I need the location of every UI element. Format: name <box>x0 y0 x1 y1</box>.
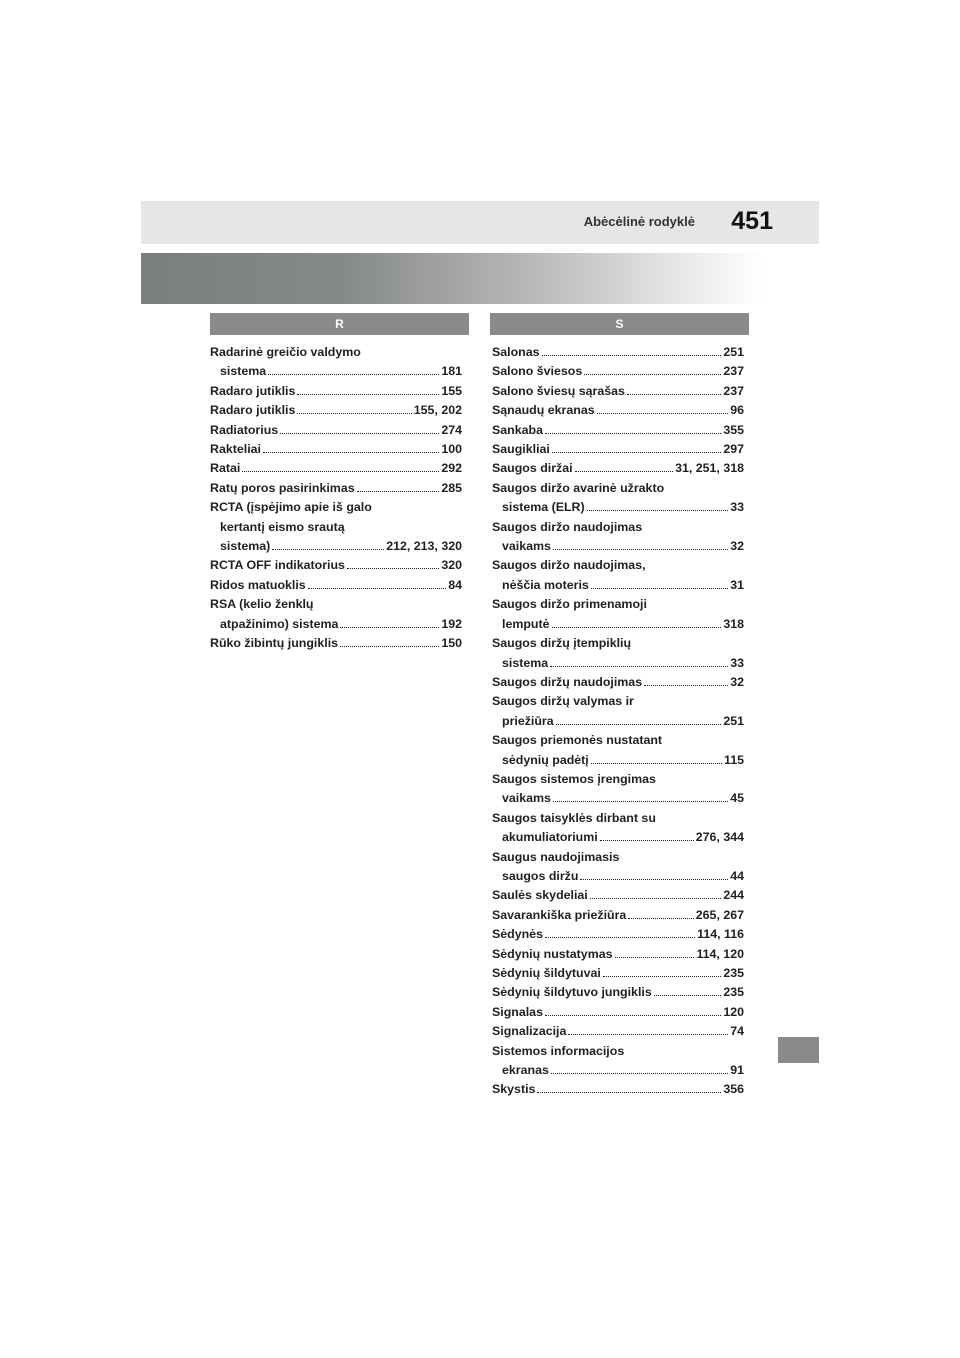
page-reference: 237 <box>723 383 744 398</box>
index-term: lemputė <box>502 616 550 631</box>
dot-leader <box>553 801 728 802</box>
dot-leader <box>603 976 722 977</box>
index-entry <box>492 518 744 557</box>
dot-leader <box>340 627 439 628</box>
index-term: Savarankiška priežiūra <box>492 907 627 922</box>
index-term: Saugos diržo naudojimas, <box>492 558 646 573</box>
index-term: Saugikliai <box>492 442 550 457</box>
index-term: Ridos matuoklis <box>210 577 306 592</box>
dot-leader <box>575 471 674 472</box>
index-entry <box>492 692 744 731</box>
index-term: kertantį eismo srautą <box>220 519 345 534</box>
index-entry <box>492 925 744 944</box>
index-entry <box>492 401 744 420</box>
index-entry <box>492 1003 744 1022</box>
page-reference: 356 <box>723 1082 744 1097</box>
index-term: RCTA (įspėjimo apie iš galo <box>210 500 372 515</box>
page-reference: 251 <box>723 345 744 359</box>
page-reference: 32 <box>730 674 744 689</box>
index-entry <box>492 556 744 595</box>
dot-leader <box>580 879 728 880</box>
running-header <box>141 201 819 244</box>
page-reference: 318 <box>723 616 744 631</box>
index-term: sistema) <box>220 539 271 554</box>
page-reference: 74 <box>730 1024 744 1039</box>
page-reference: 244 <box>723 888 744 903</box>
page-reference: 192 <box>441 616 462 631</box>
page-reference: 297 <box>723 442 744 457</box>
index-column-r <box>210 343 462 654</box>
dot-leader <box>242 471 439 472</box>
index-term: RSA (kelio ženklų <box>210 597 314 612</box>
index-term: Ratų poros pasirinkimas <box>210 480 355 495</box>
index-entry <box>492 362 744 381</box>
page-reference: 292 <box>441 461 462 476</box>
index-term: Signalas <box>492 1004 543 1019</box>
dot-leader <box>552 627 722 628</box>
page-reference: 31 <box>730 577 744 592</box>
index-term: Signalizacija <box>492 1024 567 1039</box>
dot-leader <box>568 1034 728 1035</box>
index-entry <box>492 1042 744 1081</box>
index-entry <box>492 1080 744 1099</box>
dot-leader <box>584 374 721 375</box>
index-term: Sistemos informacijos <box>492 1043 625 1058</box>
index-entry <box>210 382 462 401</box>
index-term: Radaro jutiklis <box>210 383 296 398</box>
dot-leader <box>551 1073 728 1074</box>
page-number: 451 <box>731 207 773 235</box>
index-entry <box>210 459 462 478</box>
index-term: Radaro jutiklis <box>210 403 296 418</box>
index-entry <box>492 634 744 673</box>
index-term: Saugus naudojimasis <box>492 849 620 864</box>
dot-leader <box>644 685 728 686</box>
index-term: sistema (ELR) <box>502 500 585 515</box>
dot-leader <box>308 588 447 589</box>
index-entry <box>492 1022 744 1041</box>
page-reference: 120 <box>723 1004 744 1019</box>
dot-leader <box>591 763 722 764</box>
index-term: Saugos priemonės nustatant <box>492 733 663 748</box>
index-term: Saugos diržai <box>492 461 573 476</box>
index-entry <box>492 809 744 848</box>
index-term: Sankaba <box>492 422 543 437</box>
page-reference: 155, 202 <box>413 403 462 418</box>
index-term: saugos diržu <box>502 868 579 883</box>
dot-leader <box>597 413 729 414</box>
index-entry <box>492 421 744 440</box>
page-reference: 235 <box>723 985 744 1000</box>
page-reference: 45 <box>730 791 744 806</box>
index-entry <box>492 886 744 905</box>
page-reference: 33 <box>730 655 744 670</box>
index-column-s <box>492 343 744 1100</box>
dot-leader <box>542 355 722 356</box>
index-term: Skystis <box>492 1082 536 1097</box>
page-reference: 285 <box>441 480 462 495</box>
index-term: Sąnaudų ekranas <box>492 403 595 418</box>
dot-leader <box>590 898 722 899</box>
page-reference: 114, 116 <box>697 927 744 942</box>
index-term: Saugos diržo avarinė užrakto <box>492 480 665 495</box>
page-reference: 181 <box>441 364 462 379</box>
index-term: Salono šviesos <box>492 364 583 379</box>
index-entry <box>492 479 744 518</box>
page-reference: 96 <box>730 403 744 418</box>
dot-leader <box>347 568 439 569</box>
index-term: RCTA OFF indikatorius <box>210 558 345 573</box>
dot-leader <box>545 1015 721 1016</box>
index-term: akumuliatoriumi <box>502 830 598 845</box>
index-entry <box>492 848 744 887</box>
section-title: Abėcėlinė rodyklė <box>583 214 695 229</box>
dot-leader <box>552 452 721 453</box>
index-entry <box>210 634 462 653</box>
page-reference: 212, 213, 320 <box>386 539 462 554</box>
thumb-index-tab <box>778 1037 819 1063</box>
index-entry <box>210 440 462 459</box>
index-term: Saugos diržų naudojimas <box>492 674 643 689</box>
index-term: Saugos sistemos įrengimas <box>492 771 656 786</box>
index-term: nėščia moteris <box>502 577 589 592</box>
index-term: Rakteliai <box>210 442 261 457</box>
index-term: Saulės skydeliai <box>492 888 588 903</box>
dot-leader <box>340 646 439 647</box>
index-entry <box>210 576 462 595</box>
dot-leader <box>627 394 721 395</box>
dot-leader <box>545 433 721 434</box>
index-entry <box>492 595 744 634</box>
index-entry <box>492 440 744 459</box>
index-term: Saugos diržų įtempiklių <box>492 636 632 651</box>
index-term: Salonas <box>492 345 540 359</box>
dot-leader <box>280 433 439 434</box>
index-entry <box>210 343 462 382</box>
page-reference: 155 <box>441 383 462 398</box>
dot-leader <box>615 957 695 958</box>
index-entry <box>210 498 462 556</box>
dot-leader <box>556 724 722 725</box>
index-term: Saugos diržų valymas ir <box>492 694 634 709</box>
index-term: Saugos diržo primenamoji <box>492 597 647 612</box>
letter-header-s: S <box>490 313 749 335</box>
page-reference: 115 <box>724 752 744 767</box>
dot-leader <box>263 452 439 453</box>
dot-leader <box>272 549 384 550</box>
decorative-gradient-bar <box>141 253 819 304</box>
page-reference: 114, 120 <box>696 946 744 961</box>
page-reference: 150 <box>441 636 462 651</box>
dot-leader <box>553 549 728 550</box>
index-term: Sėdynių šildytuvai <box>492 966 601 980</box>
dot-leader <box>600 840 694 841</box>
page-reference: 33 <box>730 500 744 515</box>
page-reference: 32 <box>730 539 744 554</box>
dot-leader <box>654 995 722 996</box>
index-term: ekranas <box>502 1063 549 1078</box>
index-term: Radiatorius <box>210 422 279 437</box>
dot-leader <box>268 374 439 375</box>
index-term: priežiūra <box>502 713 554 728</box>
page-reference: 276, 344 <box>695 830 744 845</box>
index-entry <box>210 421 462 440</box>
index-entry <box>492 343 744 362</box>
index-term: vaikams <box>502 539 551 554</box>
index-entry <box>492 382 744 401</box>
index-term: Sėdynės <box>492 927 543 942</box>
page-reference: 91 <box>730 1063 744 1078</box>
index-entry <box>492 945 744 964</box>
index-entry <box>492 673 744 692</box>
index-term: atpažinimo) sistema <box>220 616 339 631</box>
index-term: Salono šviesų sąrašas <box>492 383 625 398</box>
index-term: sėdynių padėtį <box>502 752 589 767</box>
page-reference: 44 <box>730 868 744 883</box>
dot-leader <box>591 588 728 589</box>
index-entry <box>210 595 462 634</box>
index-term: Saugos diržo naudojimas <box>492 519 643 534</box>
index-term: Ratai <box>210 461 241 476</box>
index-term: Sėdynių šildytuvo jungiklis <box>492 985 652 1000</box>
index-term: vaikams <box>502 791 551 806</box>
index-entry <box>492 770 744 809</box>
index-term: Saugos taisyklės dirbant su <box>492 810 656 825</box>
dot-leader <box>628 918 693 919</box>
index-term: Rūko žibintų jungiklis <box>210 636 339 651</box>
page-reference: 235 <box>723 966 744 980</box>
index-entry <box>492 964 744 983</box>
page-reference: 251 <box>723 713 744 728</box>
dot-leader <box>587 510 729 511</box>
dot-leader <box>545 937 695 938</box>
page-reference: 274 <box>441 422 462 437</box>
dot-leader <box>550 666 728 667</box>
index-term: sistema <box>220 364 267 379</box>
page-reference: 100 <box>441 442 462 457</box>
dot-leader <box>297 394 439 395</box>
index-entry <box>210 479 462 498</box>
index-entry <box>210 556 462 575</box>
page-reference: 265, 267 <box>695 907 744 922</box>
index-term: Radarinė greičio valdymo <box>210 345 361 359</box>
index-entry <box>492 983 744 1002</box>
page-reference: 31, 251, 318 <box>675 461 744 476</box>
page-reference: 320 <box>441 558 462 573</box>
page-reference: 355 <box>723 422 744 437</box>
dot-leader <box>297 413 411 414</box>
index-entry <box>492 459 744 478</box>
index-term: sistema <box>502 655 549 670</box>
dot-leader <box>537 1092 721 1093</box>
page-reference: 84 <box>448 577 462 592</box>
index-entry <box>210 401 462 420</box>
letter-header-r: R <box>210 313 469 335</box>
dot-leader <box>357 491 440 492</box>
index-term: Sėdynių nustatymas <box>492 946 613 961</box>
index-entry <box>492 731 744 770</box>
page-reference: 237 <box>723 364 744 379</box>
index-entry <box>492 906 744 925</box>
